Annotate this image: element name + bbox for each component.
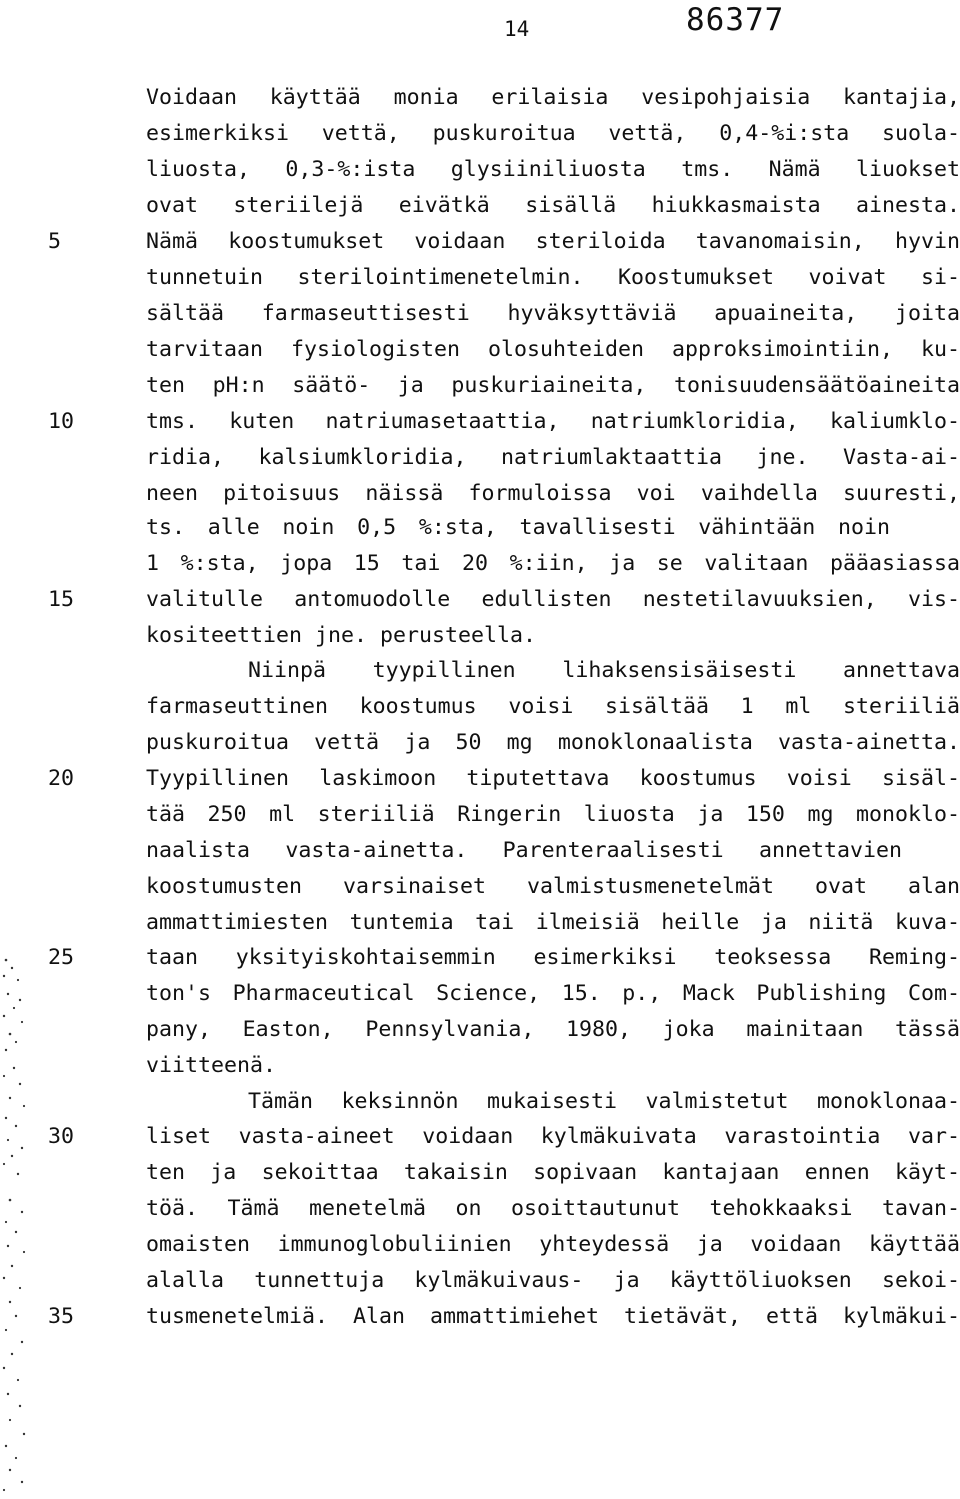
line-number: 20 (48, 766, 75, 791)
text-line: sältää farmaseuttisesti hyväksyttäviä apuaineita, joita (146, 301, 960, 326)
text-line: liuosta, 0,3-%:ista glysiiniliuosta tms. Nämä liuokset (146, 157, 960, 182)
text-line: ten ja sekoittaa takaisin sopivaan kantajaan ennen käyt- (146, 1160, 960, 1185)
text-line: Tämän keksinnön mukaisesti valmistetut monoklonaa- (248, 1089, 960, 1114)
text-line: valitulle antomuodolle edullisten nestetilavuuksien, vis- (146, 587, 960, 612)
text-line: naalista vasta-ainetta. Parenteraalisesti annettavien (146, 838, 902, 863)
text-line: alalla tunnettuja kylmäkuivaus- ja käyttöliuoksen sekoi- (146, 1268, 960, 1293)
text-line: ridia, kalsiumkloridia, natriumlaktaattia jne. Vasta-ai- (146, 445, 960, 470)
text-line: tunnetuin sterilointimenetelmin. Koostumukset voivat si- (146, 265, 960, 290)
line-number: 10 (48, 409, 75, 434)
text-line: farmaseuttinen koostumus voisi sisältää 1 ml steriiliä (146, 694, 960, 719)
text-line: Nämä koostumukset voidaan steriloida tavanomaisin, hyvin (146, 229, 960, 254)
line-number: 35 (48, 1304, 75, 1329)
scan-noise-decoration (0, 950, 60, 1499)
text-line: Niinpä tyypillinen lihaksensisäisesti annettava (248, 658, 960, 683)
line-number: 15 (48, 587, 75, 612)
text-line: töä. Tämä menetelmä on osoittautunut tehokkaaksi tavan- (146, 1196, 960, 1221)
text-line: ammattimiesten tuntemia tai ilmeisiä heille ja niitä kuva- (146, 910, 960, 935)
text-line: neen pitoisuus näissä formuloissa voi vaihdella suuresti, (146, 481, 960, 506)
text-line: ts. alle noin 0,5 %:sta, tavallisesti vähintään noin (146, 515, 890, 540)
text-line: tää 250 ml steriiliä Ringerin liuosta ja 150 mg monoklo- (146, 802, 960, 827)
line-number: 5 (48, 229, 62, 254)
text-line: Voidaan käyttää monia erilaisia vesipohjaisia kantajia, (146, 85, 960, 110)
text-line: taan yksityiskohtaisemmin esimerkiksi teoksessa Reming- (146, 945, 960, 970)
text-line: tarvitaan fysiologisten olosuhteiden approksimointiin, ku- (146, 337, 960, 362)
text-line: 1 %:sta, jopa 15 tai 20 %:iin, ja se valitaan pääasiassa (146, 551, 960, 576)
text-line: viitteenä. (146, 1053, 277, 1078)
line-number: 30 (48, 1124, 75, 1149)
patent-number: 86377 (686, 2, 785, 38)
text-line: tusmenetelmiä. Alan ammattimiehet tietävät, että kylmäkui- (146, 1304, 960, 1329)
text-line: puskuroitua vettä ja 50 mg monoklonaalista vasta-ainetta. (146, 730, 960, 755)
text-line: liset vasta-aineet voidaan kylmäkuivata varastointia var- (146, 1124, 960, 1149)
text-line: Tyypillinen laskimoon tiputettava koostumus voisi sisäl- (146, 766, 960, 791)
text-line: ovat steriilejä eivätkä sisällä hiukkasmaista ainesta. (146, 193, 960, 218)
text-line: kositeettien jne. perusteella. (146, 623, 537, 648)
line-number: 25 (48, 945, 75, 970)
text-line: ton's Pharmaceutical Science, 15. p., Mack Publishing Com- (146, 981, 960, 1006)
text-line: ten pH:n säätö- ja puskuriaineita, tonisuudensäätöaineita (146, 373, 960, 398)
text-line: koostumusten varsinaiset valmistusmenetelmät ovat alan (146, 874, 960, 899)
text-line: tms. kuten natriumasetaattia, natriumkloridia, kaliumklo- (146, 409, 960, 434)
text-line: pany, Easton, Pennsylvania, 1980, joka mainitaan tässä (146, 1017, 960, 1042)
text-line: omaisten immunoglobuliinien yhteydessä ja voidaan käyttää (146, 1232, 960, 1257)
page-number: 14 (504, 17, 530, 41)
text-line: esimerkiksi vettä, puskuroitua vettä, 0,4-%i:sta suola- (146, 121, 960, 146)
